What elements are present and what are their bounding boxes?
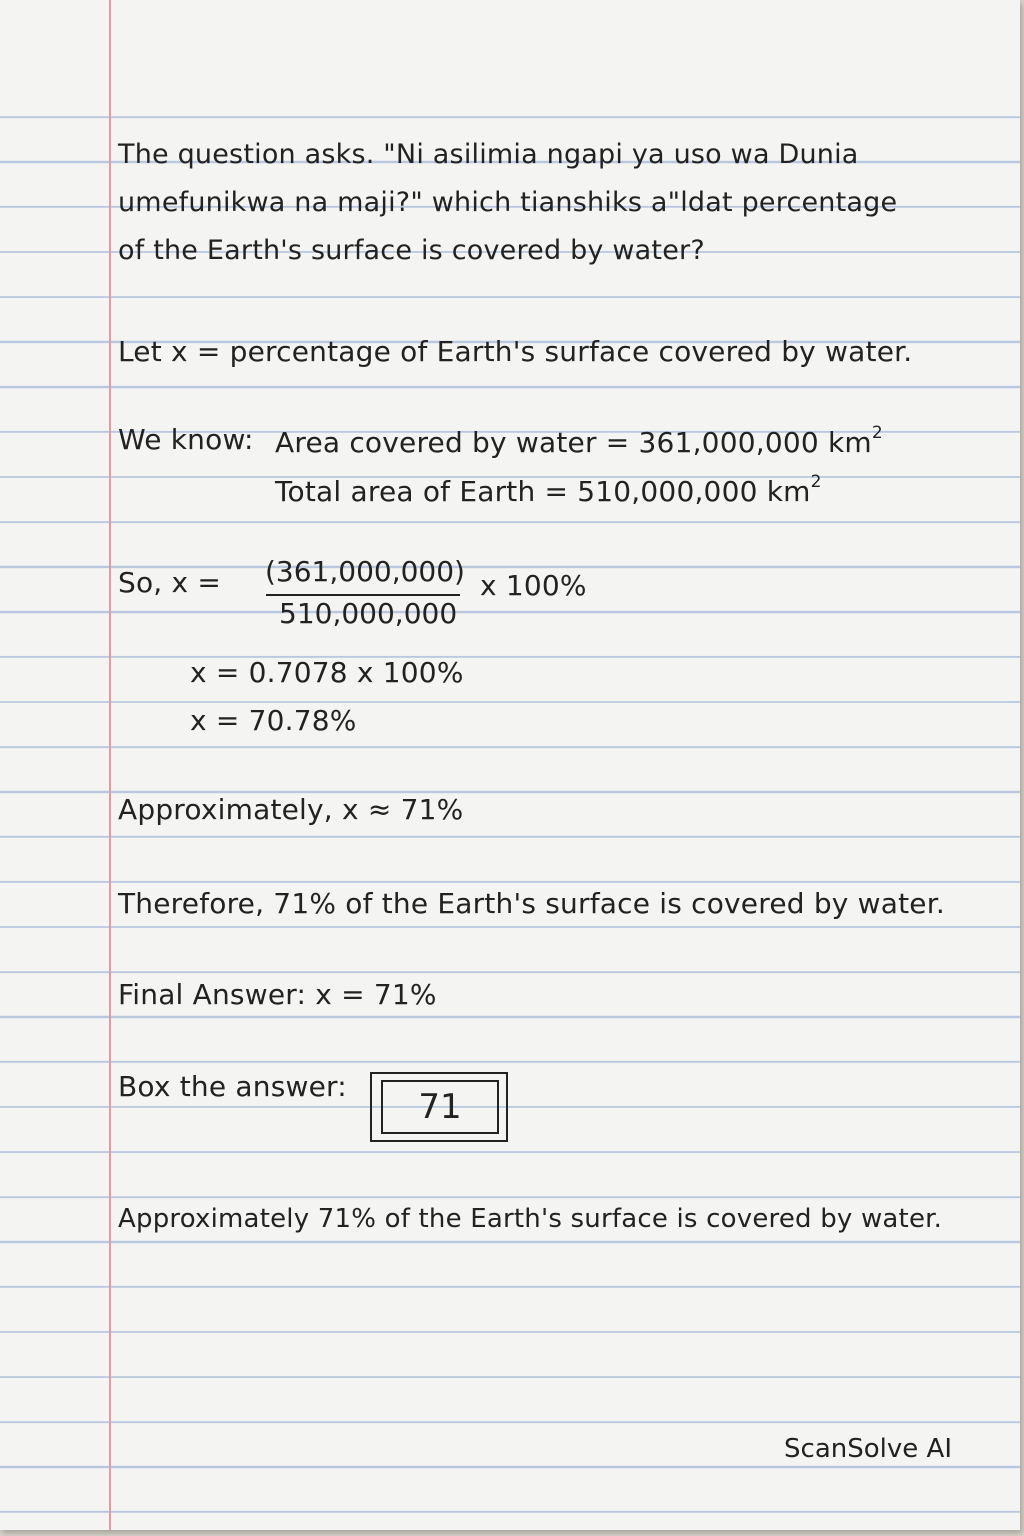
box-label: Box the answer: [118, 1070, 347, 1103]
conclusion: Therefore, 71% of the Earth's surface is covered by water. [118, 887, 945, 920]
final-answer: Final Answer: x = 71% [118, 978, 437, 1011]
approximation: Approximately, x ≈ 71% [118, 793, 464, 826]
given-water-area [275, 423, 883, 459]
fraction-bar [266, 594, 460, 596]
calc-step-1: x = 0.7078 x 100% [190, 656, 464, 689]
given-total-text: Total area of Earth = 510,000,000 km [275, 475, 811, 508]
question-line-2: umefunikwa na maji?" which tianshiks a"ldat percentage [118, 187, 898, 218]
given-water-text: Area covered by water = 361,000,000 km [275, 426, 872, 459]
answer-box: 71 [381, 1080, 499, 1134]
paper-header-space [0, 0, 1020, 110]
given-water-sup: 2 [871, 423, 883, 443]
given-prefix: We know: [118, 423, 254, 456]
summary: Approximately 71% of the Earth's surface is covered by water. [118, 1204, 943, 1234]
calc-step-2: x = 70.78% [190, 704, 357, 737]
fraction-multiplier: x 100% [480, 569, 587, 602]
brand-watermark: ScanSolve AI [784, 1434, 952, 1464]
question-text [118, 131, 897, 275]
so-label: So, x = [118, 566, 222, 599]
given-total-area [275, 472, 822, 508]
question-line-3: of the Earth's surface is covered by water? [118, 235, 705, 266]
given-total-sup: 2 [810, 472, 822, 492]
margin-line [109, 0, 111, 1530]
fraction-denominator: 510,000,000 [279, 597, 458, 630]
let-statement: Let x = percentage of Earth's surface covered by water. [118, 335, 913, 368]
question-line-1: The question asks. "Ni asilimia ngapi ya uso wa Dunia [118, 139, 859, 170]
fraction-numerator: (361,000,000) [265, 555, 465, 588]
